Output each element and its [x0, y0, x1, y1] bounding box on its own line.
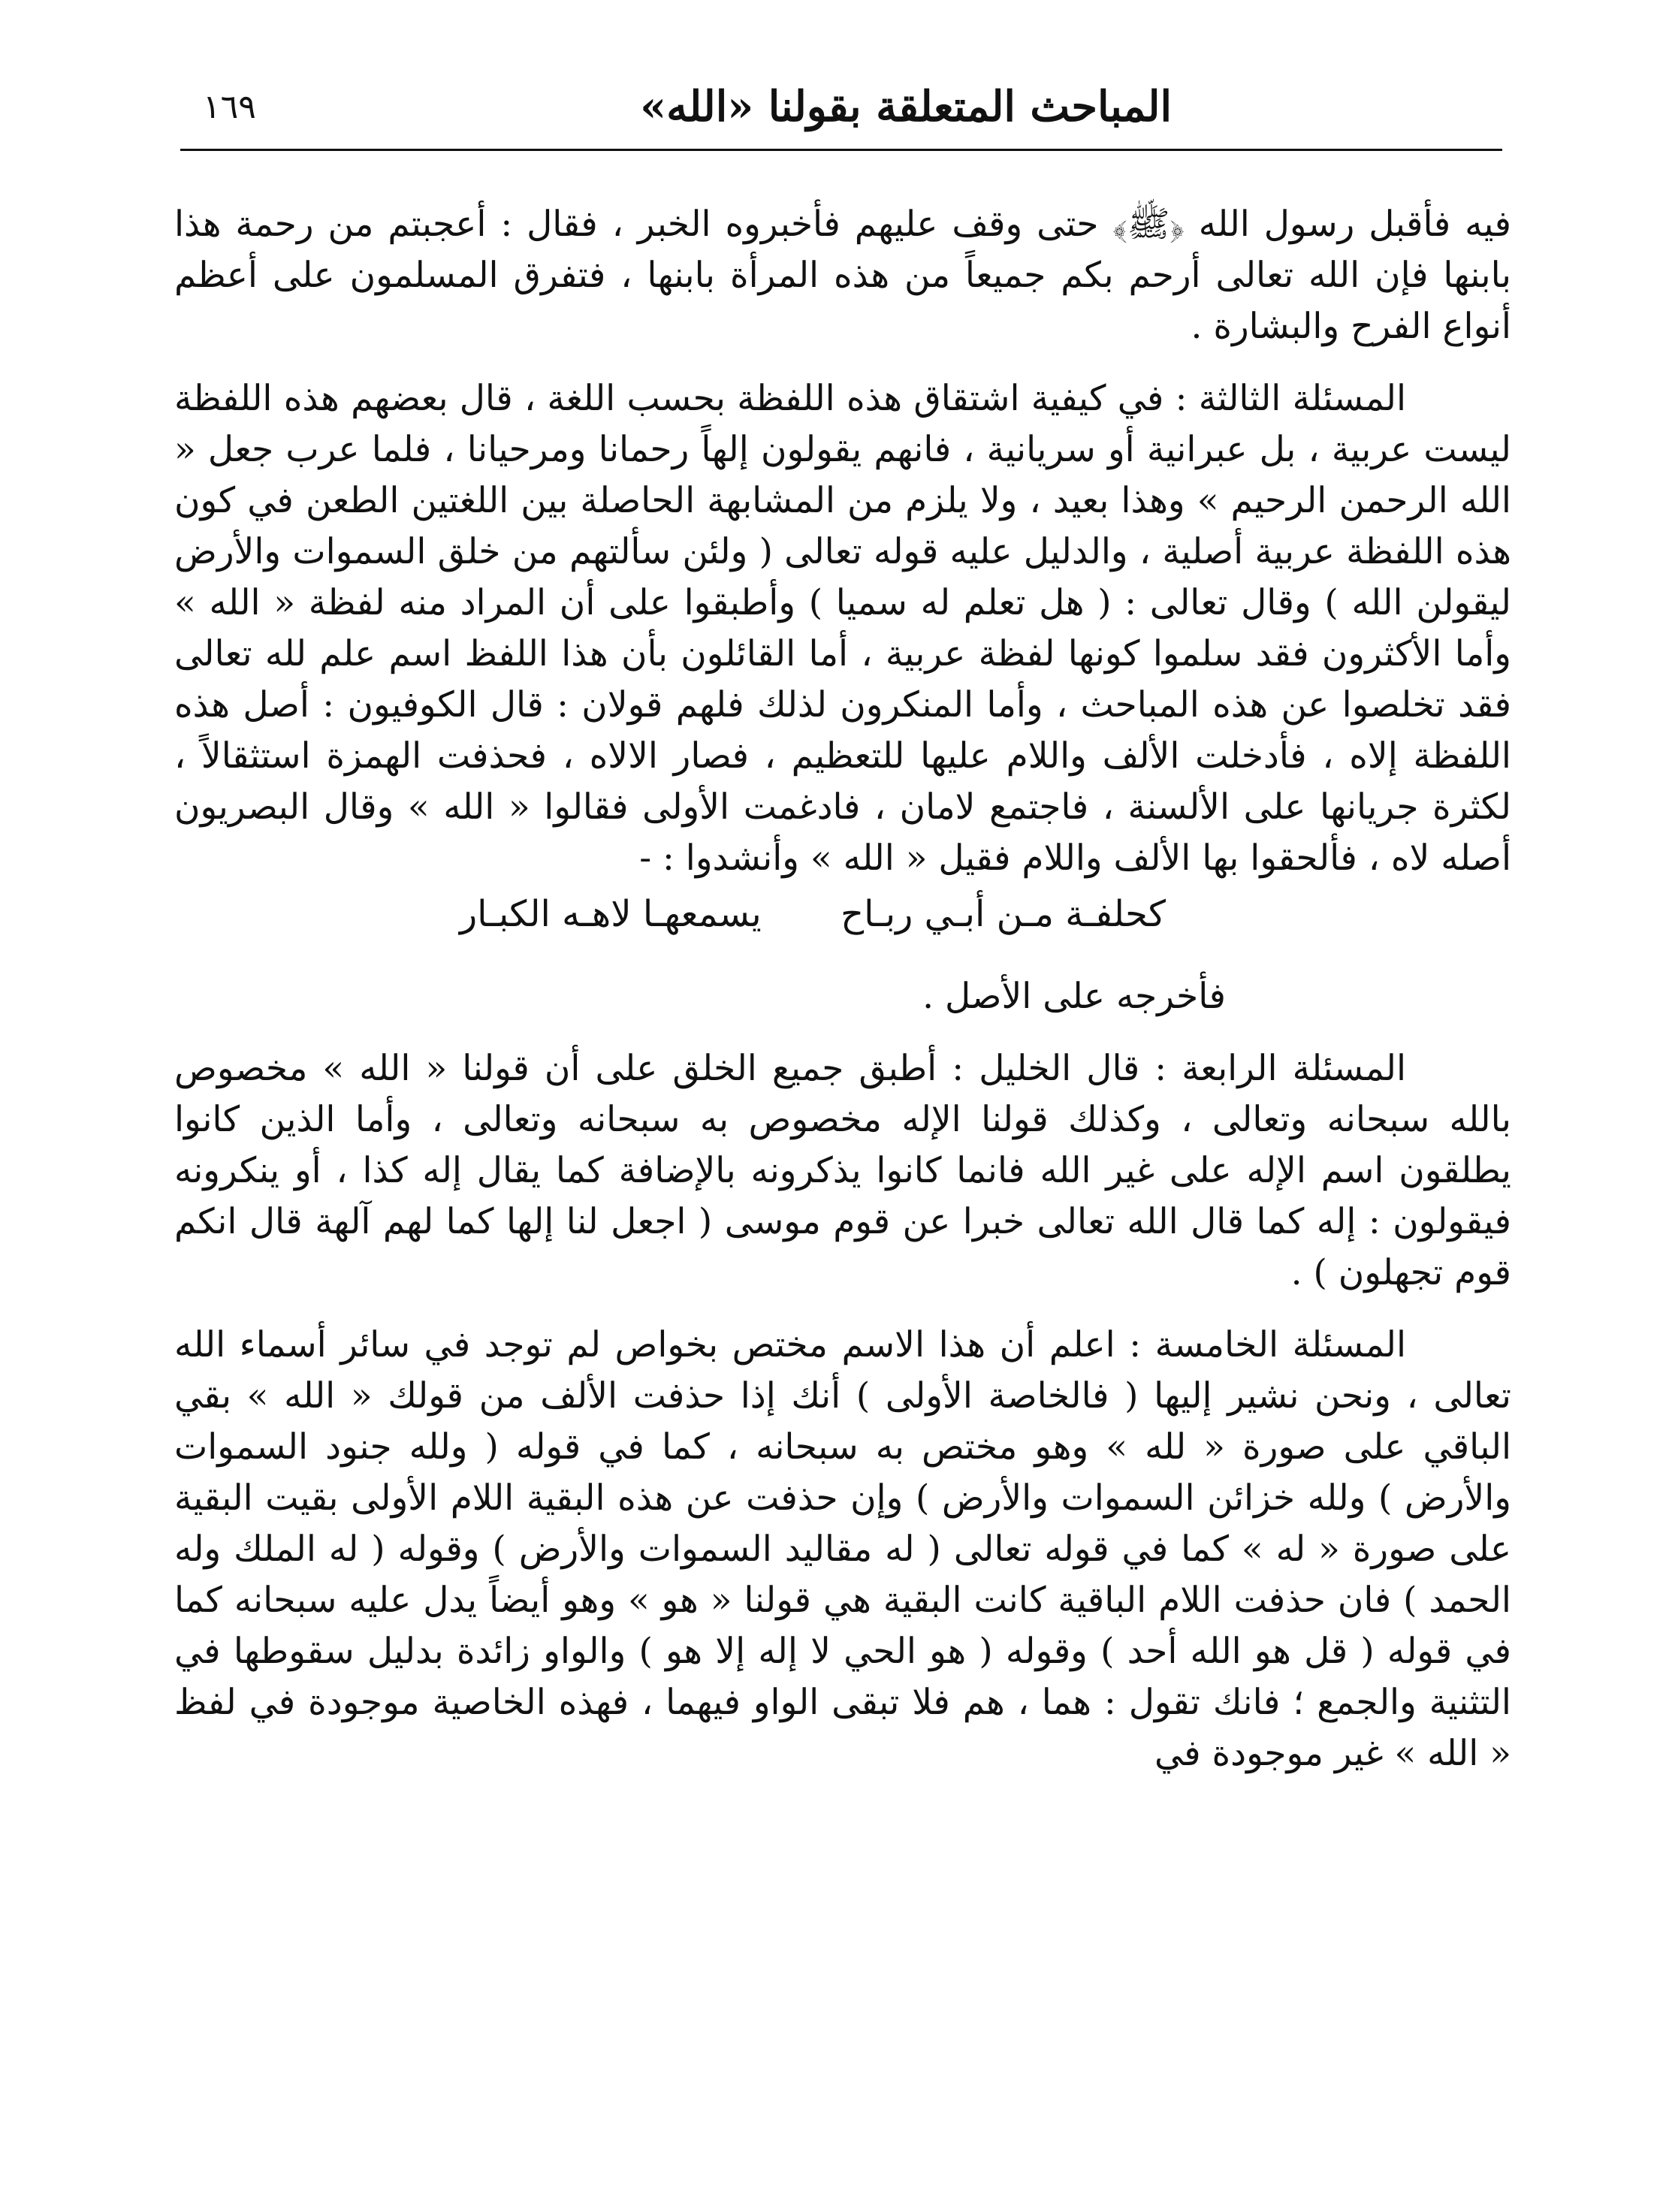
poetry-verse [174, 889, 1511, 941]
paragraph-fourth-issue: المسئلة الرابعة : قال الخليل : أطبق جميع الخلق على أن قولنا « الله » مخصوص بالله سبحانه وتعالى ، وكذلك قولنا الإله مخصوص به سبحانه وتعالى ، وأما الذين كانوا يطلقون اسم الإله على غير الله فانما كانوا يذكرونه بالإضافة كما يقال إله كذا ، أو ينكرونه فيقولون : إله كما قال الله تعالى خبرا عن قوم موسى ( اجعل لنا إلها كما لهم آلهة قال انكم قوم تجهلون ) . [174, 1048, 1511, 1293]
header-rule [180, 149, 1502, 151]
paragraph-intro: فيه فأقبل رسول الله ﴿ﷺ﴾ حتى وقف عليهم فأخبروه الخبر ، فقال : أعجبتم من رحمة هذا بابنها فإن الله تعالى أرحم بكم جميعاً من هذه المرأة بابنها ، فتفرق المسلمون على أعظم أنواع الفرح والبشارة . [174, 204, 1511, 347]
page-number: ١٦٩ [203, 88, 256, 126]
body-text [174, 199, 1511, 1779]
page-header [180, 71, 1502, 139]
paragraph-after-verse: فأخرجه على الأصل . [922, 976, 1226, 1017]
verse-first-hemistich: كحلفـة مـن أبـي ربـاح [841, 893, 1166, 935]
running-title: المباحث المتعلقة بقولنا «الله» [640, 82, 1172, 131]
verse-second-hemistich: يسمعهـا لاهـه الكبـار [460, 893, 762, 935]
paragraph-fifth-issue: المسئلة الخامسة : اعلم أن هذا الاسم مختص بخواص لم توجد في سائر أسماء الله تعالى ، ونحن نشير إليها ( فالخاصة الأولى ) أنك إذا حذفت الألف من قولك « الله » بقي الباقي على صورة « لله » وهو مختص به سبحانه ، كما في قوله ( ولله جنود السموات والأرض ) ولله خزائن السموات والأرض ) وإن حذفت عن هذه البقية اللام الأولى بقيت البقية على صورة « له » كما في قوله تعالى ( له مقاليد السموات والأرض ) وقوله ( له الملك وله الحمد ) فان حذفت اللام الباقية كانت البقية هي قولنا « هو » وهو أيضاً يدل عليه سبحانه كما في قوله ( قل هو الله أحد ) وقوله ( هو الحي لا إله إلا هو ) والواو زائدة بدليل سقوطها في التثنية والجمع ؛ فانك تقول : هما ، هم فلا تبقى الواو فيهما ، فهذه الخاصية موجودة في لفظ « الله » غير موجودة في [174, 1324, 1511, 1774]
paragraph-third-issue: المسئلة الثالثة : في كيفية اشتقاق هذه اللفظة بحسب اللغة ، قال بعضهم هذه اللفظة ليست عربية ، بل عبرانية أو سريانية ، فانهم يقولون إلهاً رحمانا ومرحيانا ، فلما عرب جعل « الله الرحمن الرحيم » وهذا بعيد ، ولا يلزم من المشابهة الحاصلة بين اللغتين الطعن في كون هذه اللفظة عربية أصلية ، والدليل عليه قوله تعالى ( ولئن سألتهم من خلق السموات والأرض ليقولن الله ) وقال تعالى : ( هل تعلم له سميا ) وأطبقوا على أن المراد منه لفظة « الله » وأما الأكثرون فقد سلموا كونها لفظة عربية ، أما القائلون بأن هذا اللفظ اسم علم لله تعالى فقد تخلصوا عن هذه المباحث ، وأما المنكرون لذلك فلهم قولان : قال الكوفيون : أصل هذه اللفظة إلاه ، فأدخلت الألف واللام عليها للتعظيم ، فصار الالاه ، فحذفت الهمزة استثقالاً ، لكثرة جريانها على الألسنة ، فاجتمع لامان ، فادغمت الأولى فقالوا « الله » وقال البصريون أصله لاه ، فألحقوا بها الألف واللام فقيل « الله » وأنشدوا : - [174, 378, 1511, 879]
